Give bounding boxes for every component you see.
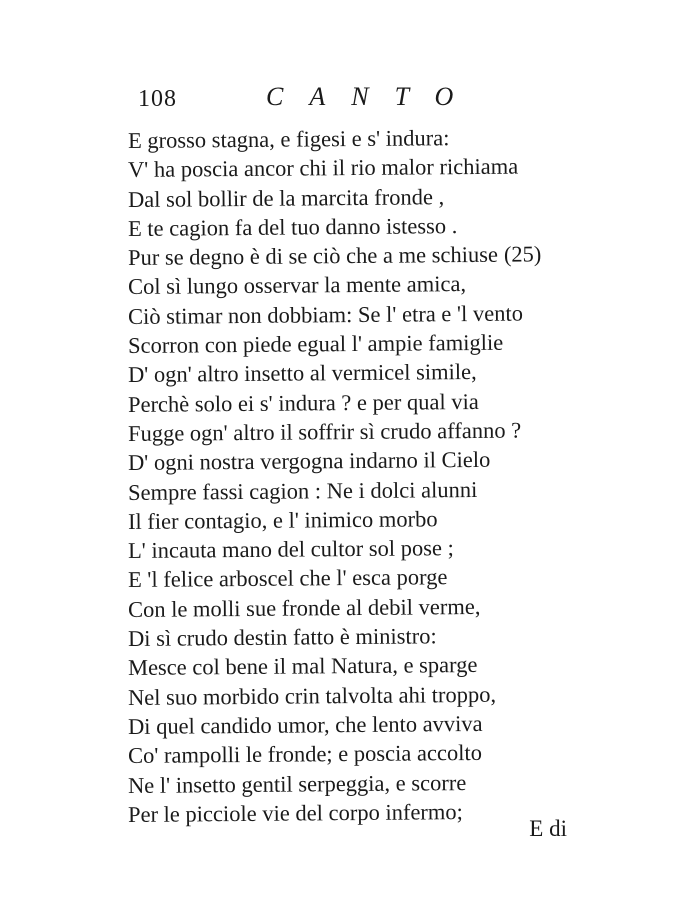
verse-line: Fugge ogn' altro il soffrir sì crudo affanno ? bbox=[127, 417, 522, 446]
verse-line: Nel suo morbido crin talvolta ahi troppo, bbox=[127, 681, 497, 710]
verse-text bbox=[128, 126, 578, 829]
verse-line: E 'l felice arboscel che l' esca porge bbox=[127, 564, 448, 593]
verse-line: Ne l' insetto gentil serpeggia, e scorre bbox=[127, 769, 467, 798]
verse-line: Dal sol bollir de la marcita fronde , bbox=[127, 183, 445, 212]
catchword: E di bbox=[529, 816, 567, 841]
verse-line: L' incauta mano del cultor sol pose ; bbox=[127, 535, 454, 564]
line-number: (25) bbox=[503, 241, 542, 267]
verse-line: Sempre fassi cagion : Ne i dolci alunni bbox=[127, 476, 478, 505]
verse-line: Co' rampolli le fronde; e poscia accolto bbox=[127, 740, 483, 769]
verse-line: Di quel candido umor, che lento avviva bbox=[127, 710, 483, 739]
verse-line: D' ogni nostra vergogna indarno il Cielo bbox=[127, 447, 491, 476]
verse-line: Scorron con piede egual l' ampie famiglie bbox=[127, 329, 504, 359]
verse-line: Con le molli sue fronde al debil verme, bbox=[127, 593, 481, 622]
verse-line: Pur se degno è di se ciò che a me schiuse (25) bbox=[127, 241, 542, 271]
verse-line: E grosso stagna, e figesi e s' indura: bbox=[127, 125, 450, 153]
verse-line: Ciò stimar non dobbiam: Se l' etra e 'l vento bbox=[127, 300, 524, 329]
verse-line: V' ha poscia ancor chi il rio malor richiama bbox=[127, 153, 519, 183]
verse-line: Il fier contagio, e l' inimico morbo bbox=[127, 506, 438, 534]
verse-line: Col sì lungo osservar la mente amica, bbox=[127, 271, 467, 300]
verse-line: Di sì crudo destin fatto è ministro: bbox=[127, 623, 437, 652]
page-number: 108 bbox=[138, 86, 177, 112]
verse-line: Mesce col bene il mal Natura, e sparge bbox=[127, 652, 478, 681]
page-header bbox=[138, 78, 568, 118]
verse-line: E te cagion fa del tuo danno istesso . bbox=[127, 213, 458, 241]
running-head: CANTO bbox=[266, 82, 480, 111]
verse-line: Per le picciole vie del corpo infermo; bbox=[127, 798, 463, 827]
verse-line: D' ogn' altro insetto al vermicel simile, bbox=[127, 359, 477, 388]
verse-line: Perchè solo ei s' indura ? e per qual via bbox=[127, 388, 479, 417]
